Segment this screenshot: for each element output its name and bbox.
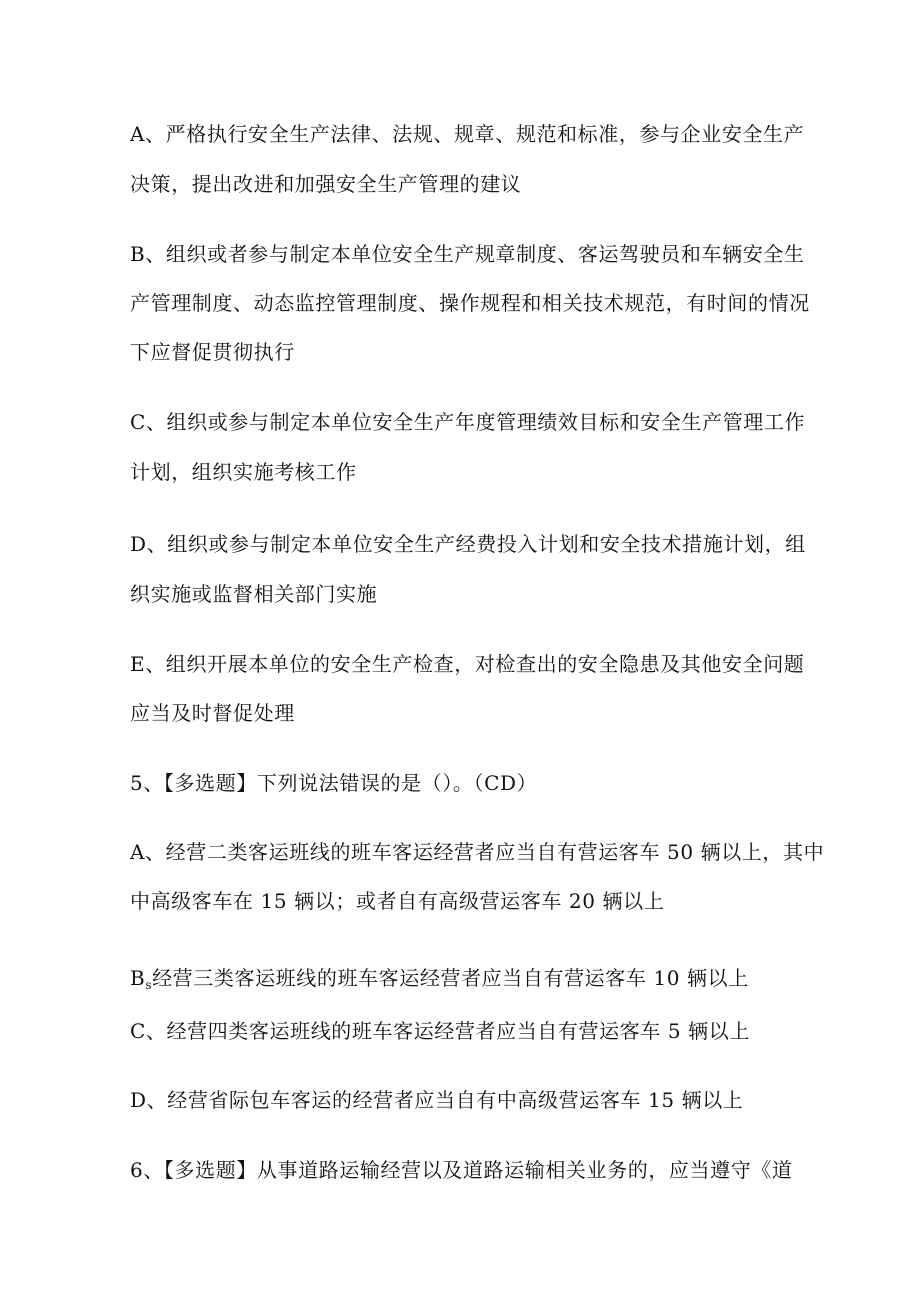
option-5c-line-1: C、经营四类客运班线的班车客运经营者应当自有营运客车 5 辆以上	[130, 1019, 750, 1043]
option-4c-line-2: 计划，组织实施考核工作	[130, 460, 357, 484]
option-4b-line-1: B、组织或者参与制定本单位安全生产规章制度、客运驾驶员和车辆安全生	[130, 242, 805, 266]
option-5a-line-2: 中高级客车在 15 辆以；或者自有高级营运客车 20 辆以上	[130, 889, 665, 913]
option-5b-text: 经营三类客运班线的班车客运经营者应当自有营运客车 10 辆以上	[152, 966, 749, 990]
option-5d-line-1: D、经营省际包车客运的经营者应当自有中高级营运客车 15 辆以上	[130, 1088, 744, 1112]
option-5b-subscript: s	[145, 978, 153, 992]
option-5a-line-1: A、经营二类客运班线的班车客运经营者应当自有营运客车 50 辆以上，其中	[130, 840, 825, 864]
option-4c-line-1: C、组织或参与制定本单位安全生产年度管理绩效目标和安全生产管理工作	[130, 410, 806, 434]
question-5-stem: 5、【多选题】下列说法错误的是（）。（CD）	[130, 771, 538, 795]
option-5b-prefix: B	[130, 966, 146, 990]
option-4d-line-1: D、组织或参与制定本单位安全生产经费投入计划和安全技术措施计划，组	[130, 532, 806, 556]
option-4b-line-3: 下应督促贯彻执行	[130, 340, 295, 364]
option-5b-line-1	[130, 964, 749, 999]
option-4e-line-2: 应当及时督促处理	[130, 701, 295, 725]
option-4a-line-2: 决策，提出改进和加强安全生产管理的建议	[130, 172, 522, 196]
option-4b-line-2: 产管理制度、动态监控管理制度、操作规程和相关技术规范，有时间的情况	[130, 291, 810, 315]
option-4d-line-2: 织实施或监督相关部门实施	[130, 582, 378, 606]
option-4e-line-1: E、组织开展本单位的安全生产检查，对检查出的安全隐患及其他安全问题	[130, 652, 805, 676]
option-4a-line-1: A、严格执行安全生产法律、法规、规章、规范和标准，参与企业安全生产	[130, 122, 805, 146]
question-6-stem: 6、【多选题】从事道路运输经营以及道路运输相关业务的，应当遵守《道	[130, 1158, 793, 1182]
